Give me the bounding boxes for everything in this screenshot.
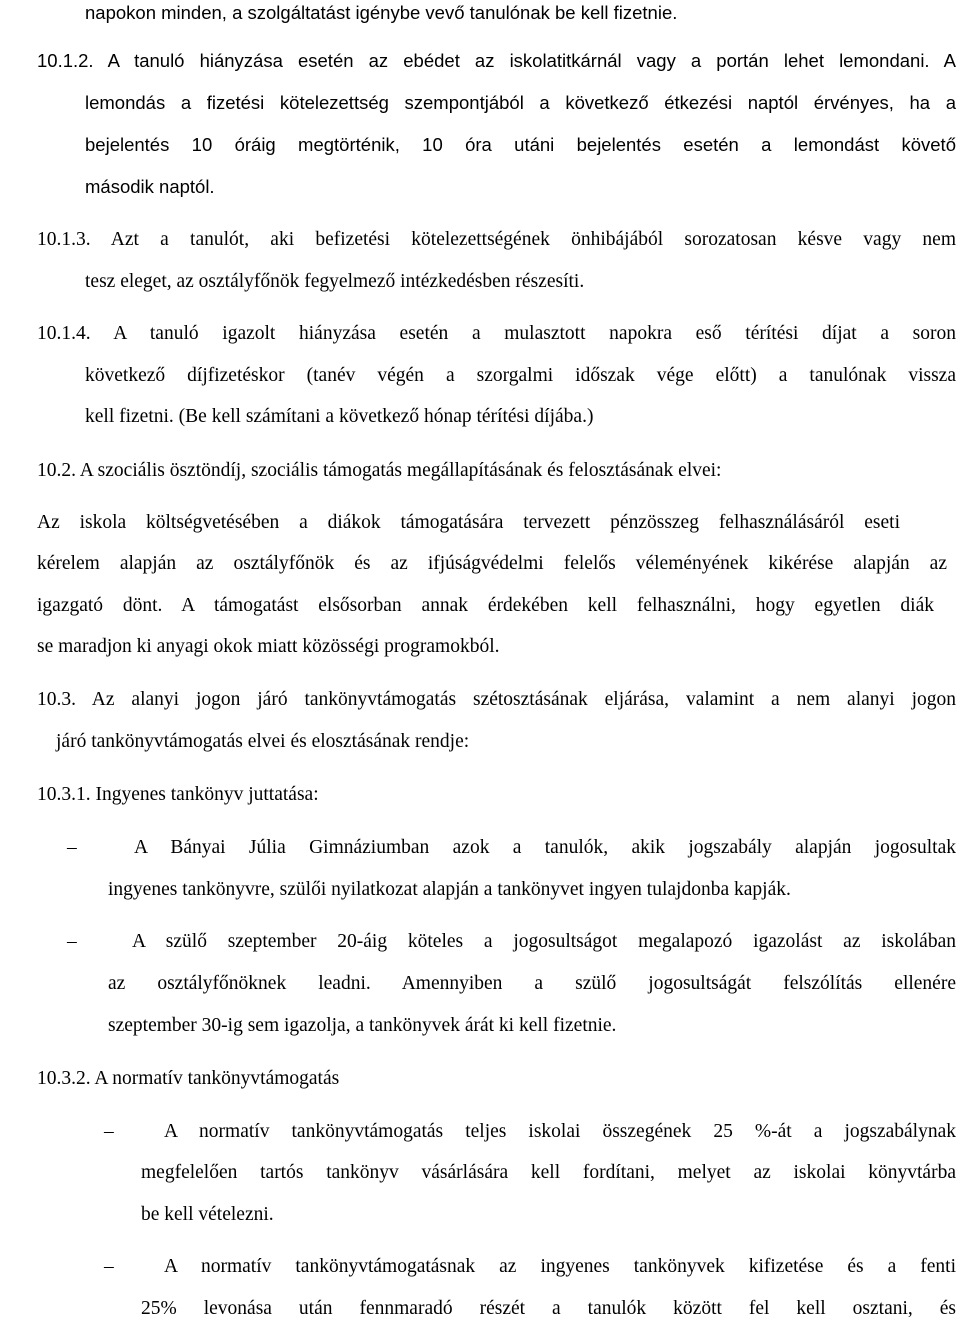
list-item-line: ingyenes tankönyvre, szülői nyilatkozat alapján a tankönyvet ingyen tulajdonba kapják. [108, 879, 791, 900]
bullet-dash: – [104, 1256, 114, 1277]
subsection-heading-10-3-1: 10.3.1. Ingyenes tankönyv juttatása: [37, 784, 319, 805]
list-item-line: megfelelően tartós tankönyv vásárlására kell fordítani, melyet az iskolai könyvtárba [141, 1162, 956, 1183]
section-heading-10-3-cont: járó tankönyvtámogatás elvei és elosztásának rendje: [56, 731, 470, 752]
paragraph-10-1-2-line: második naptól. [85, 176, 215, 197]
paragraph-10-2-line: Az iskola költségvetésében a diákok támogatására tervezett pénzösszeg felhasználásáról eseti [37, 512, 900, 533]
section-heading-10-3: 10.3. Az alanyi jogon járó tankönyvtámogatás szétosztásának eljárása, valamint a nem alanyi jogon [37, 689, 956, 710]
paragraph-10-1-4-line: következő díjfizetéskor (tanév végén a szorgalmi időszak vége előtt) a tanulónak vissza [85, 365, 956, 386]
bullet-dash: – [104, 1121, 114, 1142]
list-item-line: A szülő szeptember 20-áig köteles a jogosultságot megalapozó igazolást az iskolában [132, 931, 956, 952]
paragraph-10-1-4-line: 10.1.4. A tanuló igazolt hiányzása esetén a mulasztott napokra eső térítési díjat a soron [37, 323, 956, 344]
list-item-line: A Bányai Júlia Gimnáziumban azok a tanulók, akik jogszabály alapján jogosultak [134, 837, 956, 858]
paragraph-10-2-line: se maradjon ki anyagi okok miatt közösségi programokból. [37, 636, 500, 657]
paragraph-10-1-2-line: bejelentés 10 óráig megtörténik, 10 óra utáni bejelentés esetén a lemondást követő [85, 134, 956, 155]
paragraph-10-2-line: kérelem alapján az osztályfőnök és az ifjúságvédelmi felelős véleményének kikérése alapján az [37, 553, 947, 574]
bullet-dash: – [67, 837, 77, 858]
section-heading-10-2: 10.2. A szociális ösztöndíj, szociális támogatás megállapításának és felosztásának elvei: [37, 460, 722, 481]
text-line: napokon minden, a szolgáltatást igénybe vevő tanulónak be kell fizetnie. [85, 2, 678, 23]
list-item-line: 25% levonása után fennmaradó részét a tanulók között fel kell osztani, és [141, 1298, 956, 1319]
paragraph-10-1-2-line: 10.1.2. A tanuló hiányzása esetén az ebédet az iskolatitkárnál vagy a portán lehet lemondani. A [37, 50, 956, 71]
paragraph-10-2-line: igazgató dönt. A támogatást elsősorban annak érdekében kell felhasználni, hogy egyetlen diák [37, 595, 934, 616]
list-item-line: A normatív tankönyvtámogatás teljes iskolai összegének 25 %-át a jogszabálynak [164, 1121, 956, 1142]
paragraph-10-1-3-line: 10.1.3. Azt a tanulót, aki befizetési kötelezettségének önhibájából sorozatosan késve vagy nem [37, 229, 956, 250]
list-item-line: be kell vételezni. [141, 1204, 274, 1225]
paragraph-10-1-4-line: kell fizetni. (Be kell számítani a következő hónap térítési díjába.) [85, 406, 594, 427]
subsection-heading-10-3-2: 10.3.2. A normatív tankönyvtámogatás [37, 1068, 340, 1089]
list-item-line: A normatív tankönyvtámogatásnak az ingyenes tankönyvek kifizetése és a fenti [164, 1256, 956, 1277]
bullet-dash: – [67, 931, 77, 952]
list-item-line: szeptember 30-ig sem igazolja, a tankönyvek árát ki kell fizetnie. [108, 1015, 617, 1036]
paragraph-10-1-3-line: tesz eleget, az osztályfőnök fegyelmező intézkedésben részesíti. [85, 271, 585, 292]
list-item-line: az osztályfőnöknek leadni. Amennyiben a szülő jogosultságát felszólítás ellenére [108, 973, 956, 994]
paragraph-10-1-2-line: lemondás a fizetési kötelezettség szempontjából a következő étkezési naptól érvényes, ha a [85, 92, 956, 113]
